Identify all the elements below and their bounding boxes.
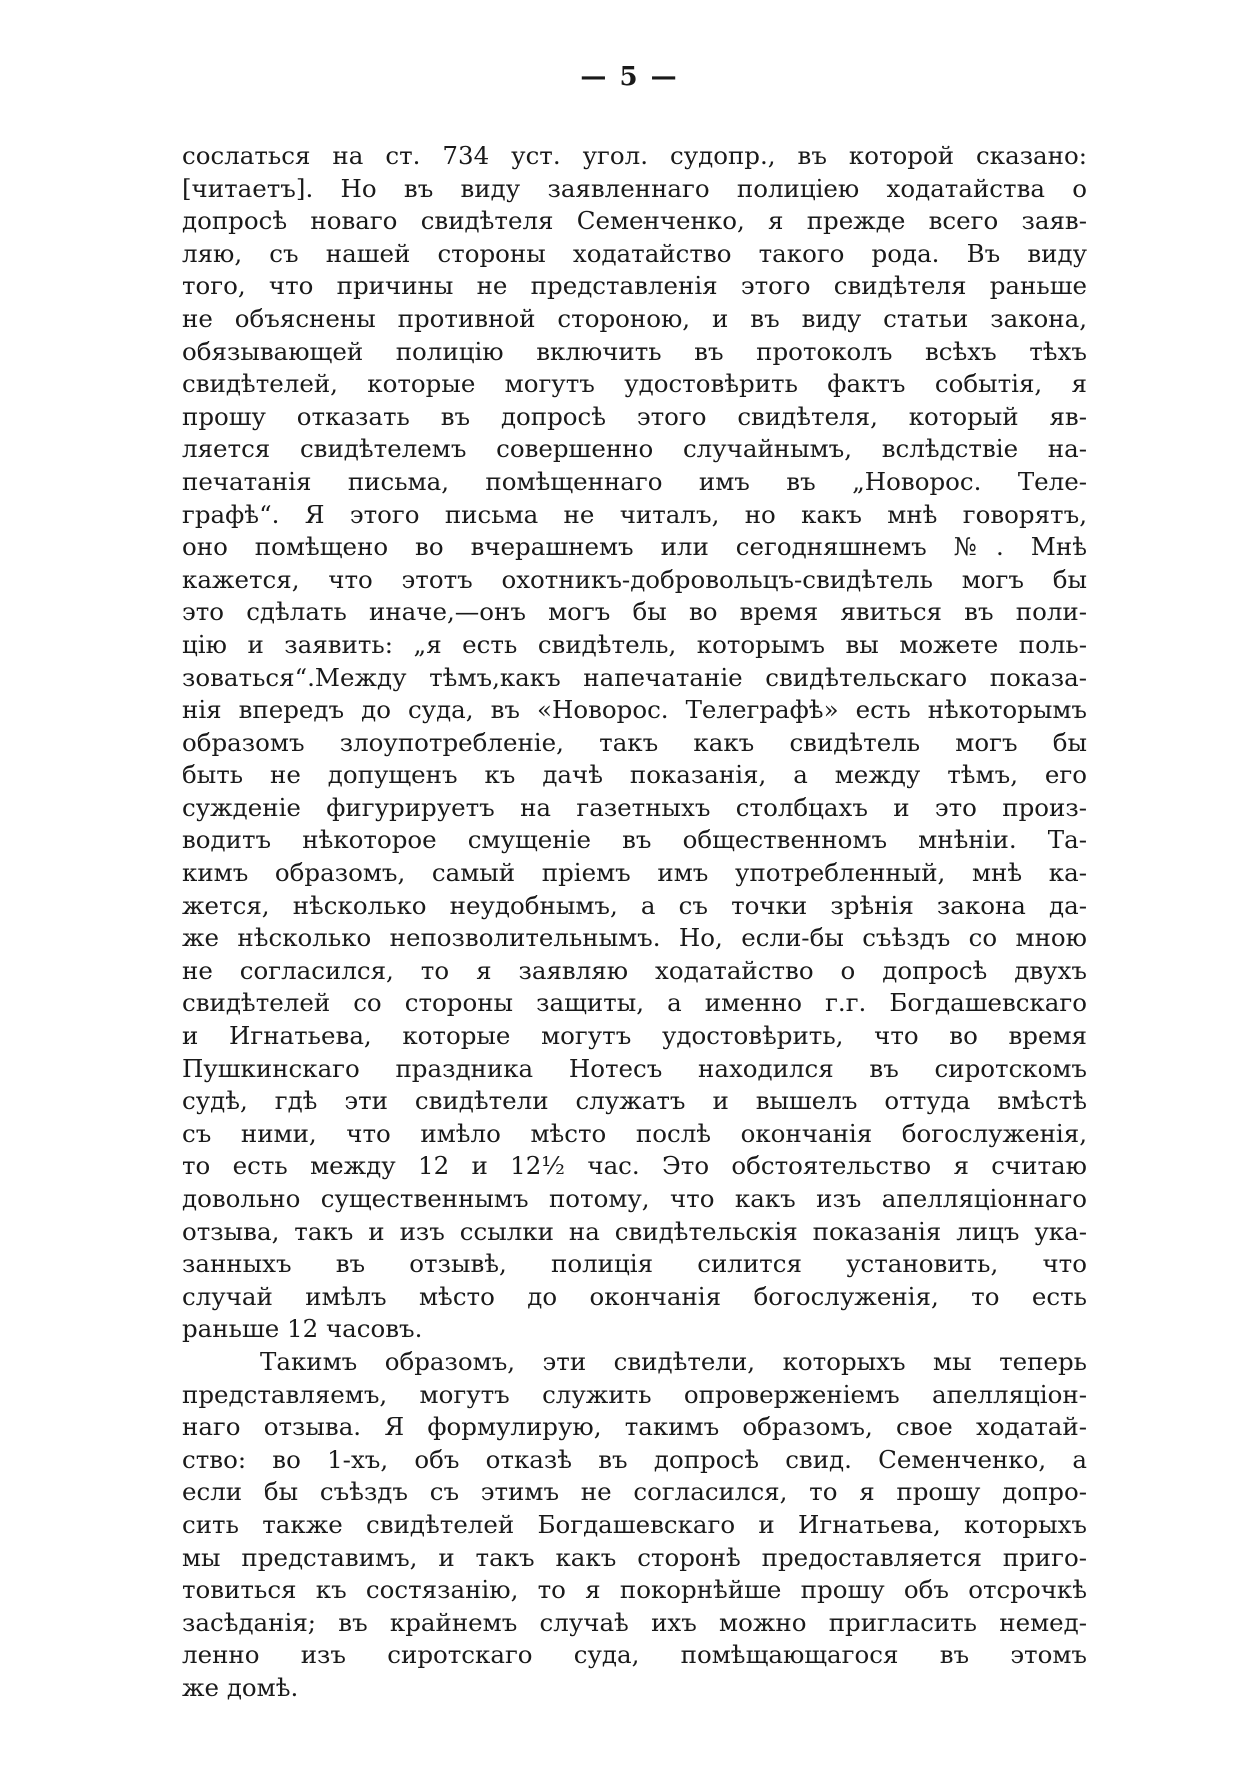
text-line: обязывающей полицію включить въ протоколъ всѣхъ тѣхъ: [182, 336, 1087, 366]
text-line: представляемъ, могутъ служить опроверженіемъ апелляціон-: [182, 1379, 1087, 1409]
text-line: раньше 12 часовъ.: [182, 1314, 423, 1344]
text-line: ляю, съ нашей стороны ходатайство такого рода. Въ виду: [182, 238, 1087, 268]
text-line: кимъ образомъ, самый пріемъ имъ употребленный, мнѣ ка-: [182, 858, 1087, 888]
text-line: допросѣ новаго свидѣтеля Семенченко, я прежде всего заяв-: [182, 206, 1087, 236]
text-line: мы представимъ, и такъ какъ сторонѣ предоставляется приго-: [182, 1542, 1087, 1572]
text-line: занныхъ въ отзывѣ, полиція силится установить, что: [182, 1249, 1087, 1279]
text-line: образомъ злоупотребленіе, такъ какъ свидѣтель могъ бы: [182, 727, 1087, 757]
text-line: жется, нѣсколько неудобнымъ, а съ точки зрѣнія закона да-: [182, 890, 1087, 920]
text-line: кажется, что этотъ охотникъ-добровольцъ-свидѣтель могъ бы: [182, 564, 1087, 594]
text-line: водитъ нѣкоторое смущеніе въ общественномъ мнѣніи. Та-: [182, 825, 1087, 855]
text-line: ленно изъ сиротскаго суда, помѣщающагося въ этомъ: [182, 1640, 1087, 1670]
text-line: это сдѣлать иначе,—онъ могъ бы во время явиться въ поли-: [182, 597, 1087, 627]
body-text: [182, 140, 1087, 1705]
text-line: печатанія письма, помѣщеннаго имъ въ „Новорос. Теле-: [182, 466, 1087, 496]
text-line: сослаться на ст. 734 уст. угол. судопр., въ которой сказано:: [182, 141, 1087, 170]
text-line: же нѣсколько непозволительнымъ. Но, если-бы съѣздъ со мною: [182, 923, 1087, 953]
text-line: [читаетъ]. Но въ виду заявленнаго полиціею ходатайства о: [182, 173, 1087, 203]
paragraph-2: [182, 1346, 1087, 1705]
text-line: прошу отказать въ допросѣ этого свидѣтеля, который яв-: [182, 401, 1087, 431]
text-line: если бы съѣздъ съ этимъ не согласился, то я прошу допро-: [182, 1477, 1087, 1507]
text-line: же домѣ.: [182, 1672, 299, 1702]
text-line: сить также свидѣтелей Богдашевскаго и Игнатьева, которыхъ: [182, 1509, 1087, 1539]
text-line: Такимъ образомъ, эти свидѣтели, которыхъ мы теперь: [260, 1346, 1087, 1376]
text-line: то есть между 12 и 12½ час. Это обстоятельство я считаю: [182, 1151, 1087, 1181]
text-line: не объяснены противной стороною, и въ виду статьи закона,: [182, 303, 1087, 333]
text-line: случай имѣлъ мѣсто до окончанія богослуженія, то есть: [182, 1281, 1087, 1311]
text-line: сужденіе фигурируетъ на газетныхъ столбцахъ и это произ-: [182, 792, 1087, 822]
text-line: наго отзыва. Я формулирую, такимъ образомъ, свое ходатай-: [182, 1412, 1087, 1442]
text-line: товиться къ состязанію, то я покорнѣйше прошу объ отсрочкѣ: [182, 1575, 1087, 1605]
text-line: и Игнатьева, которые могутъ удостовѣрить, что во время: [182, 1021, 1087, 1051]
text-line: того, что причины не представленія этого свидѣтеля раньше: [182, 271, 1087, 301]
page-number: — 5 —: [580, 62, 679, 92]
text-line: нія впередъ до суда, въ «Новорос. Телеграфѣ» есть нѣкоторымъ: [182, 695, 1087, 725]
text-line: цію и заявить: „я есть свидѣтель, которымъ вы можете поль-: [182, 629, 1087, 659]
paragraph-1: [182, 140, 1087, 1346]
text-line: отзыва, такъ и изъ ссылки на свидѣтельскія показанія лицъ ука-: [182, 1216, 1087, 1246]
text-line: ство: во 1-хъ, объ отказѣ въ допросѣ свид. Семенченко, а: [182, 1444, 1087, 1474]
text-line: судѣ, гдѣ эти свидѣтели служатъ и вышелъ оттуда вмѣстѣ: [182, 1086, 1087, 1116]
text-line: оно помѣщено во вчерашнемъ или сегодняшнемъ №. Мнѣ: [182, 532, 1087, 562]
text-line: довольно существеннымъ потому, что какъ изъ апелляціоннаго: [182, 1184, 1087, 1213]
text-line: зоваться“.Между тѣмъ,какъ напечатаніе свидѣтельскаго показа-: [182, 662, 1087, 692]
text-line: засѣданія; въ крайнемъ случаѣ ихъ можно пригласить немед-: [182, 1607, 1087, 1637]
text-line: свидѣтелей, которые могутъ удостовѣрить фактъ событія, я: [182, 369, 1087, 399]
text-line: графѣ“. Я этого письма не читалъ, но какъ мнѣ говорятъ,: [182, 499, 1087, 529]
text-line: быть не допущенъ къ дачѣ показанія, а между тѣмъ, его: [182, 760, 1087, 790]
text-line: Пушкинскаго праздника Нотесъ находился въ сиротскомъ: [182, 1053, 1087, 1083]
text-line: не согласился, то я заявляю ходатайство о допросѣ двухъ: [182, 955, 1087, 985]
text-line: съ ними, что имѣло мѣсто послѣ окончанія богослуженія,: [182, 1118, 1087, 1148]
text-line: свидѣтелей со стороны защиты, а именно г.г. Богдашевскаго: [182, 988, 1087, 1018]
text-line: ляется свидѣтелемъ совершенно случайнымъ, вслѣдствіе на-: [182, 434, 1087, 464]
